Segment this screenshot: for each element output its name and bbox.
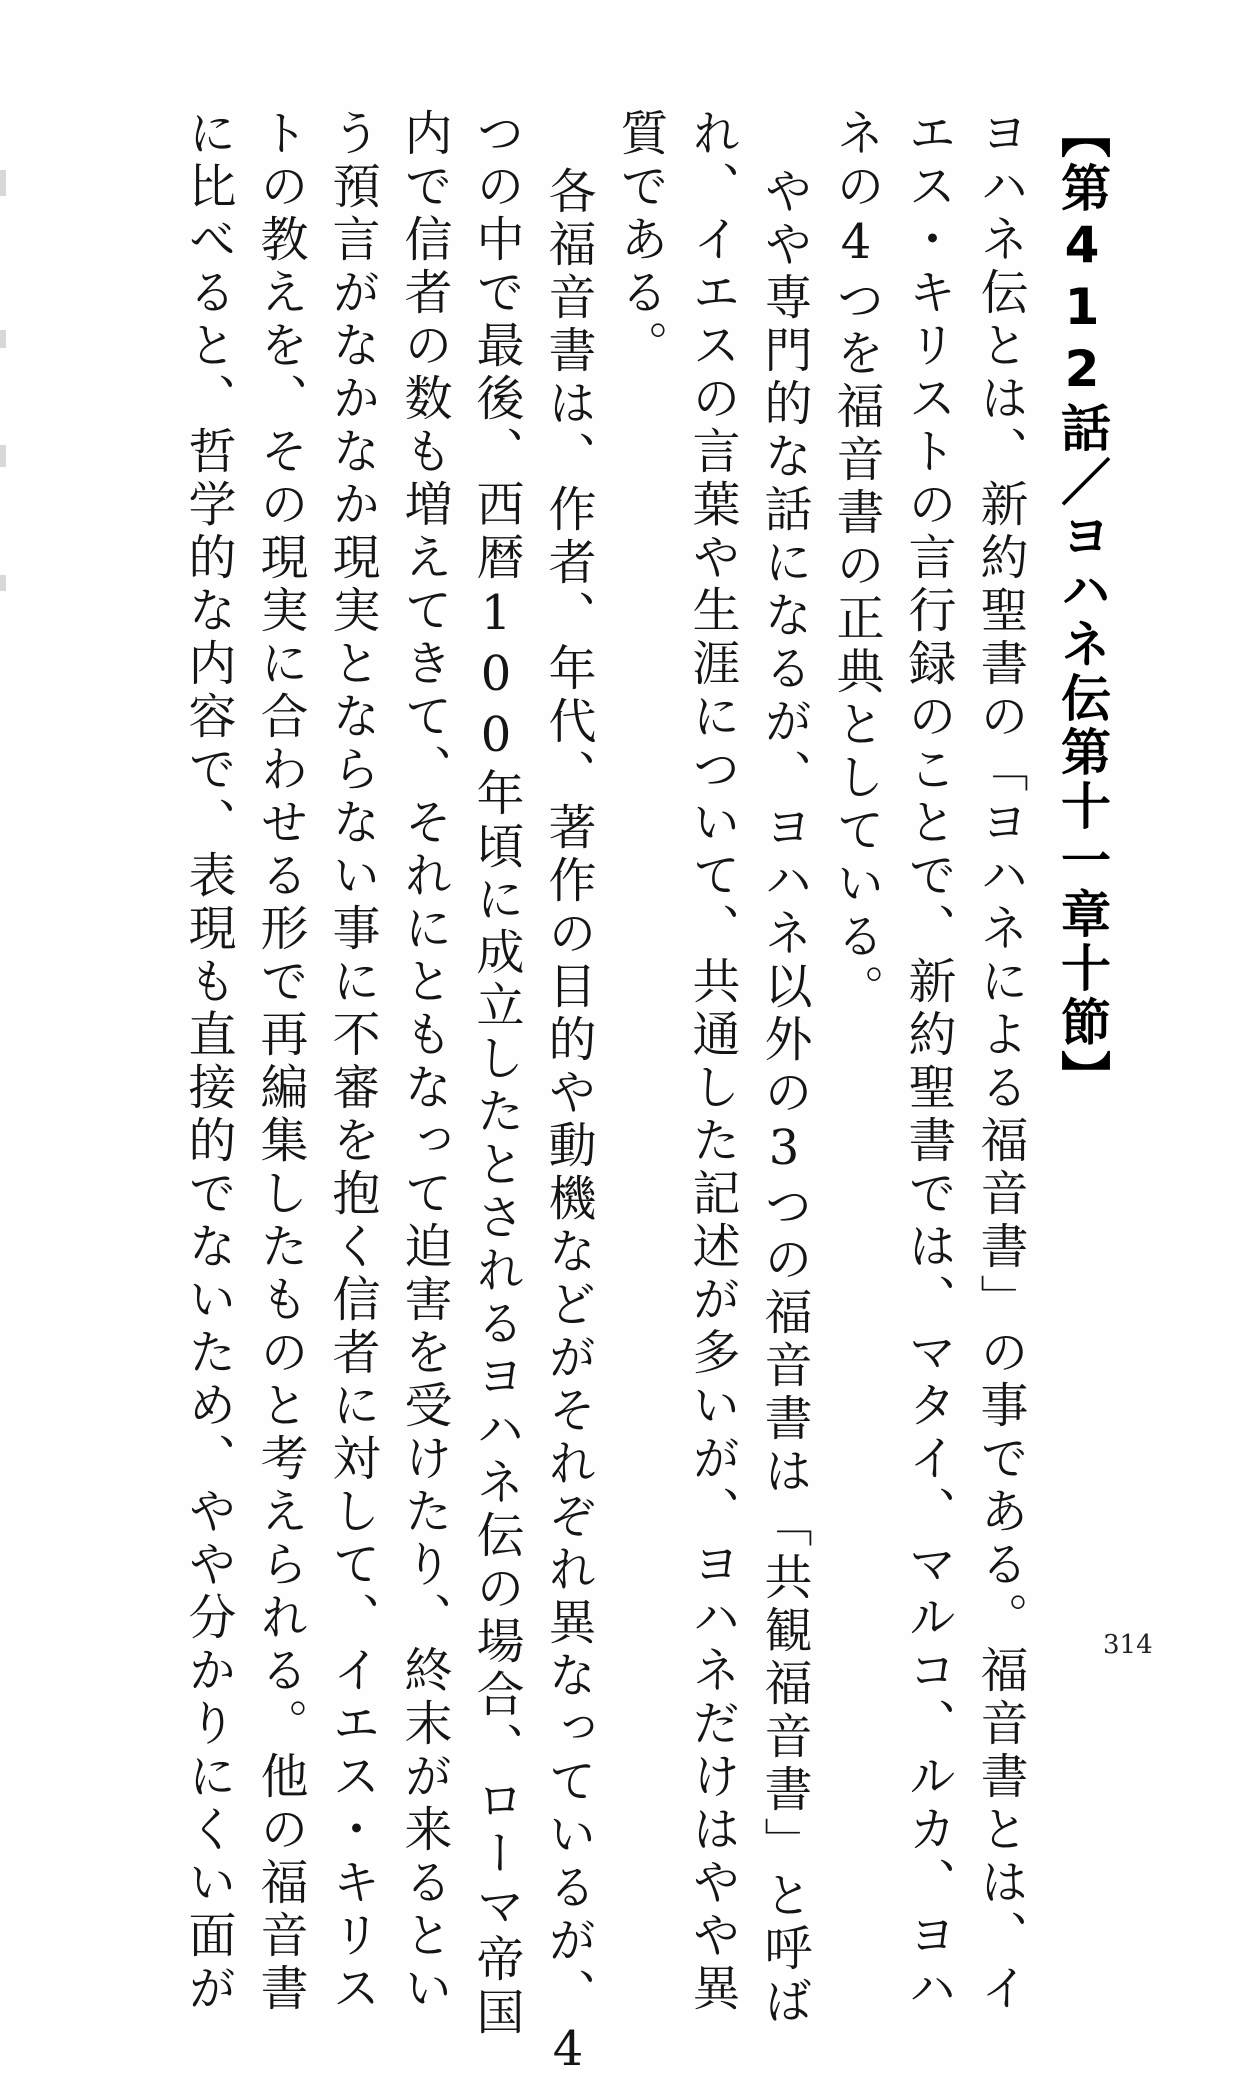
page-number: 314 bbox=[1103, 1630, 1153, 1660]
text-column-5: れ、イエスの言葉や生涯について、共通した記述が多いが、ヨハネだけはやや異 bbox=[684, 108, 740, 2016]
text-column-9: 内で信者の数も増えてきて、それにともなって迫害を受けたり、終末が来るとい bbox=[396, 108, 452, 2016]
text-column-7: 各福音書は、作者、年代、著作の目的や動機などがそれぞれ異なっているが、4 bbox=[540, 166, 596, 2082]
text-column-6: 質である。 bbox=[612, 108, 668, 373]
scan-edge-mark bbox=[0, 170, 6, 196]
text-column-2: エス・キリストの言行録のことで、新約聖書では、マタイ、マルコ、ルカ、ヨハ bbox=[900, 108, 956, 2016]
scan-edge-mark bbox=[0, 445, 6, 467]
text-column-11: トの教えを、その現実に合わせる形で再編集したものと考えられる。他の福音書 bbox=[252, 108, 308, 2016]
text-column-12: に比べると、哲学的な内容で、表現も直接的でないため、やや分かりにくい面が bbox=[180, 108, 236, 2016]
text-column-8: つの中で最後、西暦100年頃に成立したとされるヨハネ伝の場合、ローマ帝国 bbox=[468, 108, 524, 2040]
text-column-3: ネの4つを福音書の正典としている。 bbox=[828, 108, 884, 1017]
text-column-4: やや専門的な話になるが、ヨハネ以外の3つの福音書は「共観福音書」と呼ば bbox=[756, 166, 812, 2029]
text-column-10: う預言がなかなか現実とならない事に不審を抱く信者に対して、イエス・キリス bbox=[324, 108, 380, 2016]
chapter-heading: 【第412話／ヨハネ伝第十一章十節】 bbox=[1053, 108, 1111, 1104]
scan-edge-mark bbox=[0, 330, 6, 348]
text-column-1: ヨハネ伝とは、新約聖書の「ヨハネによる福音書」の事である。福音書とは、イ bbox=[972, 108, 1028, 2016]
scan-edge-mark bbox=[0, 575, 6, 591]
